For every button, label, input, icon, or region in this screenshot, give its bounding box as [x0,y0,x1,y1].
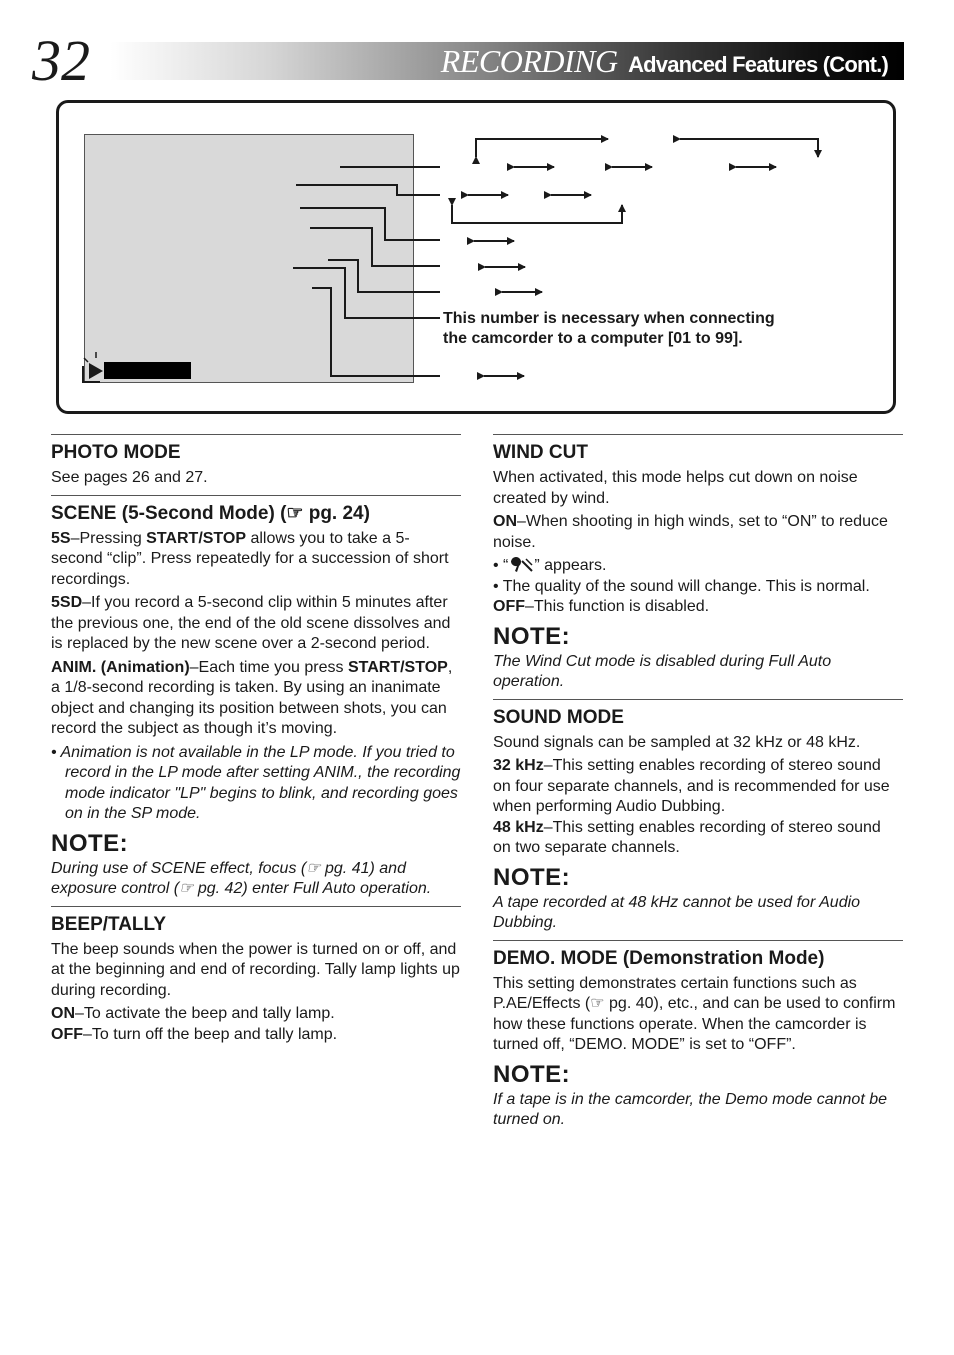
section-title: WIND CUT [493,442,588,463]
right-column [493,434,903,1137]
term: START/STOP [146,529,247,547]
option-32khz: 32 kHz–This setting enables recording of stereo sound on four separate channels, and is recommended for use when performing Audio Dubbing. [493,757,890,815]
wrap-arrow-left [476,139,608,157]
note-text: A tape recorded at 48 kHz cannot be used for Audio Dubbing. [493,893,861,931]
scene-anim-paragraph: ANIM. (Animation)–Each time you press START/STOP, a 1/8-second recording is taken. By using an inanimate object and changing its position between shots, you can record the subject as though it’s moving. [51,658,453,737]
leader-line-7 [312,288,440,376]
section-title: PHOTO MODE [51,442,181,463]
option-off: OFF–This function is disabled. [493,598,710,615]
term: OFF [51,1025,83,1043]
term: 5SD [51,594,83,611]
scene-bullet: • Animation is not available in the LP mode. If you tried to record in the LP mode after setting ANIM., the recording mode indicator "LP" begins to blink, and recording goes on in the SP mode. [51,743,461,822]
note-text: During use of SCENE effect, focus (☞ pg. 41) and exposure control (☞ pg. 42) enter Full Auto operation. [51,859,432,897]
leader-line-3 [300,208,440,240]
note-heading: NOTE: [493,1060,571,1088]
term: 5S [51,529,71,547]
section-text: This setting demonstrates certain functions such as P.AE/Effects (☞ pg. 40), etc., and can be used to confirm how these functions operate. When the camcorder is turned off, “DEMO. MODE” is set to “OFF”. [493,974,896,1053]
note-heading: NOTE: [493,622,571,650]
wind-bullet-2: • The quality of the sound will change. This is normal. [493,577,870,595]
cursor-arrow-icon [89,363,103,379]
section-text: Sound signals can be sampled at 32 kHz or 48 kHz. [493,733,861,751]
term: 32 kHz [493,757,544,774]
term: 48 kHz [493,818,544,836]
menu-diagram-lines [0,0,954,420]
term: START/STOP [347,658,448,676]
section-title: SCENE (5-Second Mode) (☞ pg. 24) [51,502,370,524]
title-main: RECORDING [440,43,618,79]
section-text: The beep sounds when the power is turned on or off, and at the beginning and end of recording. Tally lamp lights up during recording. [51,940,460,999]
left-column [51,434,461,1051]
wind-cut-icon [508,557,534,573]
beep-tally-section [51,906,461,1046]
section-text: When activated, this mode helps cut down on noise created by wind. [493,469,858,507]
note-heading: NOTE: [493,863,571,891]
note-heading: NOTE: [51,829,129,857]
callout-line-2: the camcorder to a computer [01 to 99]. [443,330,743,347]
option-on: ON–To activate the beep and tally lamp. [51,1005,335,1022]
wrap-arrow-right [680,139,818,157]
callout-line-1: This number is necessary when connecting [443,310,775,327]
title-sub: Advanced Features (Cont.) [628,52,888,77]
option-off: OFF–To turn off the beep and tally lamp. [51,1025,338,1043]
page-number: 32 [32,28,90,93]
wind-cut-section [493,434,903,693]
leader-line-2 [296,185,440,195]
option-on: ON–When shooting in high winds, set to “ON” to reduce noise. [493,513,888,551]
photo-mode-section [51,434,461,489]
sound-mode-section [493,699,903,934]
term: ON [493,513,517,530]
section-text: See pages 26 and 27. [51,469,208,486]
section-title: DEMO. MODE (Demonstration Mode) [493,947,825,969]
term: OFF [493,598,525,615]
computer-number-callout [443,309,803,349]
section-title: BEEP/TALLY [51,913,167,935]
scene-section [51,495,461,900]
demo-mode-section [493,940,903,1131]
note-text: The Wind Cut mode is disabled during Full Auto operation. [493,652,832,690]
scene-5s-paragraph: 5S–Pressing START/STOP allows you to take a 5-second “clip”. Press repeatedly for a succession of short recordings. [51,529,449,588]
term: ON [51,1005,75,1022]
scene-5sd-paragraph: 5SD–If you record a 5-second clip within 5 minutes after the previous one, the end of the old scene dissolves and is replaced by the new scene over a 2-second period. [51,594,451,652]
section-title: SOUND MODE [493,706,624,728]
wrap-arrow-bottom [452,205,622,223]
term: ANIM. (Animation) [51,658,190,676]
option-48khz: 48 kHz–This setting enables recording of stereo sound on two separate channels. [493,818,881,856]
wind-icon-bullet: • “ ” appears. [493,557,607,574]
note-text: If a tape is in the camcorder, the Demo mode cannot be turned on. [493,1090,887,1128]
